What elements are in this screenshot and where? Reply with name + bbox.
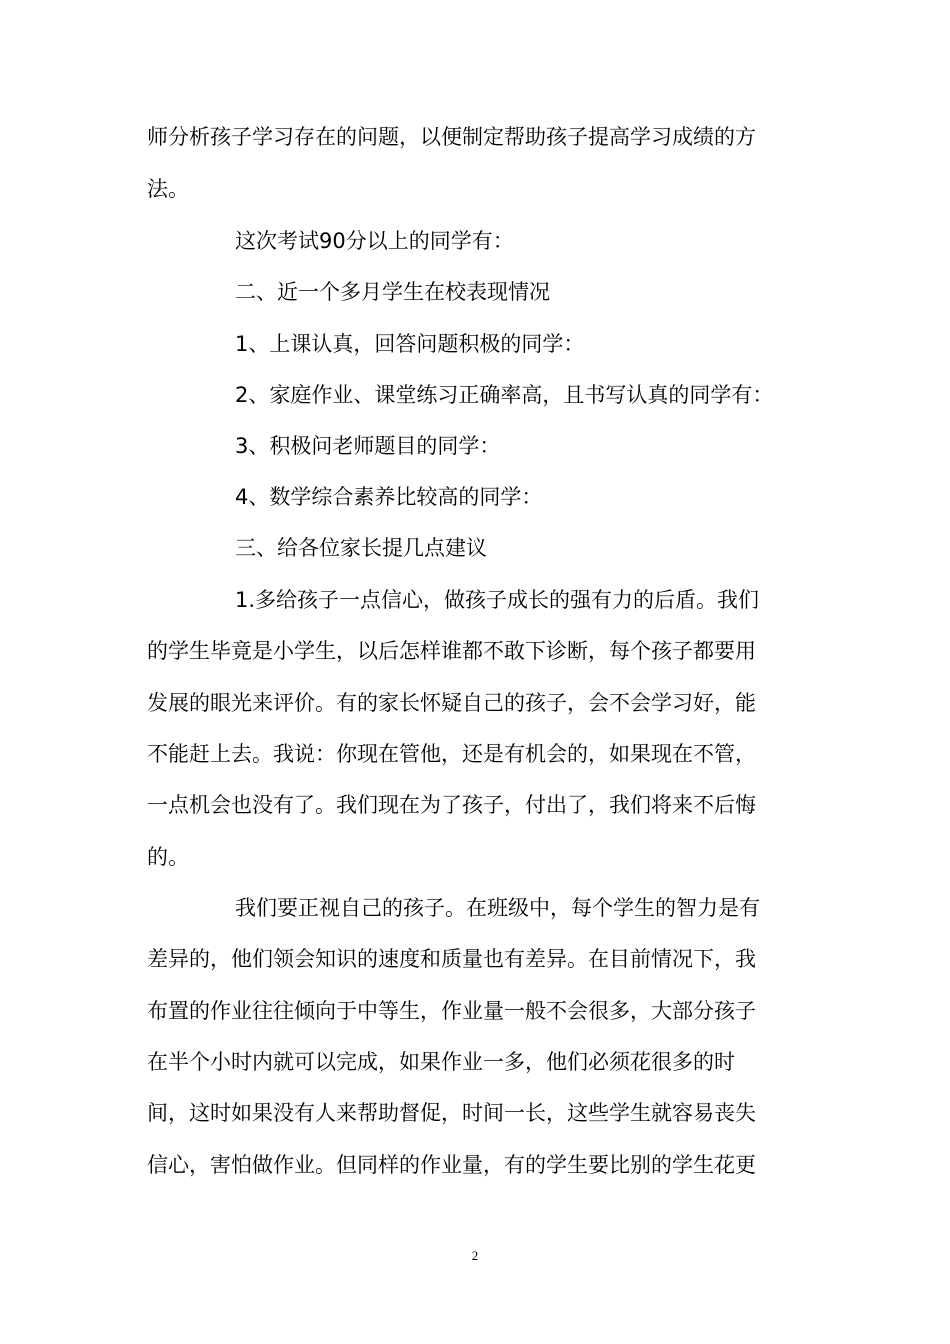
text-line: 这次考试90分以上的同学有： (235, 229, 514, 253)
text-line: 法。 (147, 177, 189, 201)
text-line: 的学生毕竟是小学生，以后怎样谁都不敢下诊断，每个孩子都要用 (147, 639, 756, 663)
text-line: 不能赶上去。我说：你现在管他，还是有机会的，如果现在不管， (147, 742, 756, 766)
text-line: 在半个小时内就可以完成，如果作业一多，他们必须花很多的时 (147, 1050, 735, 1074)
text-line: 一点机会也没有了。我们现在为了孩子，付出了，我们将来不后悔 (147, 793, 756, 817)
text-line: 我们要正视自己的孩子。在班级中，每个学生的智力是有 (235, 896, 760, 920)
text-line: 师分析孩子学习存在的问题，以便制定帮助孩子提高学习成绩的方 (147, 125, 756, 149)
text-line: 的。 (147, 845, 189, 869)
text-line: 信心，害怕做作业。但同样的作业量，有的学生要比别的学生花更 (147, 1153, 756, 1177)
list-item: 1、上课认真，回答问题积极的同学： (235, 332, 585, 356)
text-line: 布置的作业往往倾向于中等生，作业量一般不会很多，大部分孩子 (147, 999, 756, 1023)
text-line: 差异的，他们领会知识的速度和质量也有差异。在目前情况下，我 (147, 947, 756, 971)
text-line: 发展的眼光来评价。有的家长怀疑自己的孩子，会不会学习好，能 (147, 691, 756, 715)
list-item: 3、积极问老师题目的同学： (235, 434, 501, 458)
section-heading: 二、近一个多月学生在校表现情况 (235, 280, 550, 304)
section-heading: 三、给各位家长提几点建议 (235, 536, 487, 560)
text-line: 1.多给孩子一点信心，做孩子成长的强有力的后盾。我们 (235, 588, 760, 612)
text-line: 间，这时如果没有人来帮助督促，时间一长，这些学生就容易丧失 (147, 1101, 756, 1125)
list-item: 4、数学综合素养比较高的同学： (235, 485, 543, 509)
page-number: 2 (471, 1248, 479, 1263)
list-item: 2、家庭作业、课堂练习正确率高，且书写认真的同学有： (235, 383, 774, 407)
